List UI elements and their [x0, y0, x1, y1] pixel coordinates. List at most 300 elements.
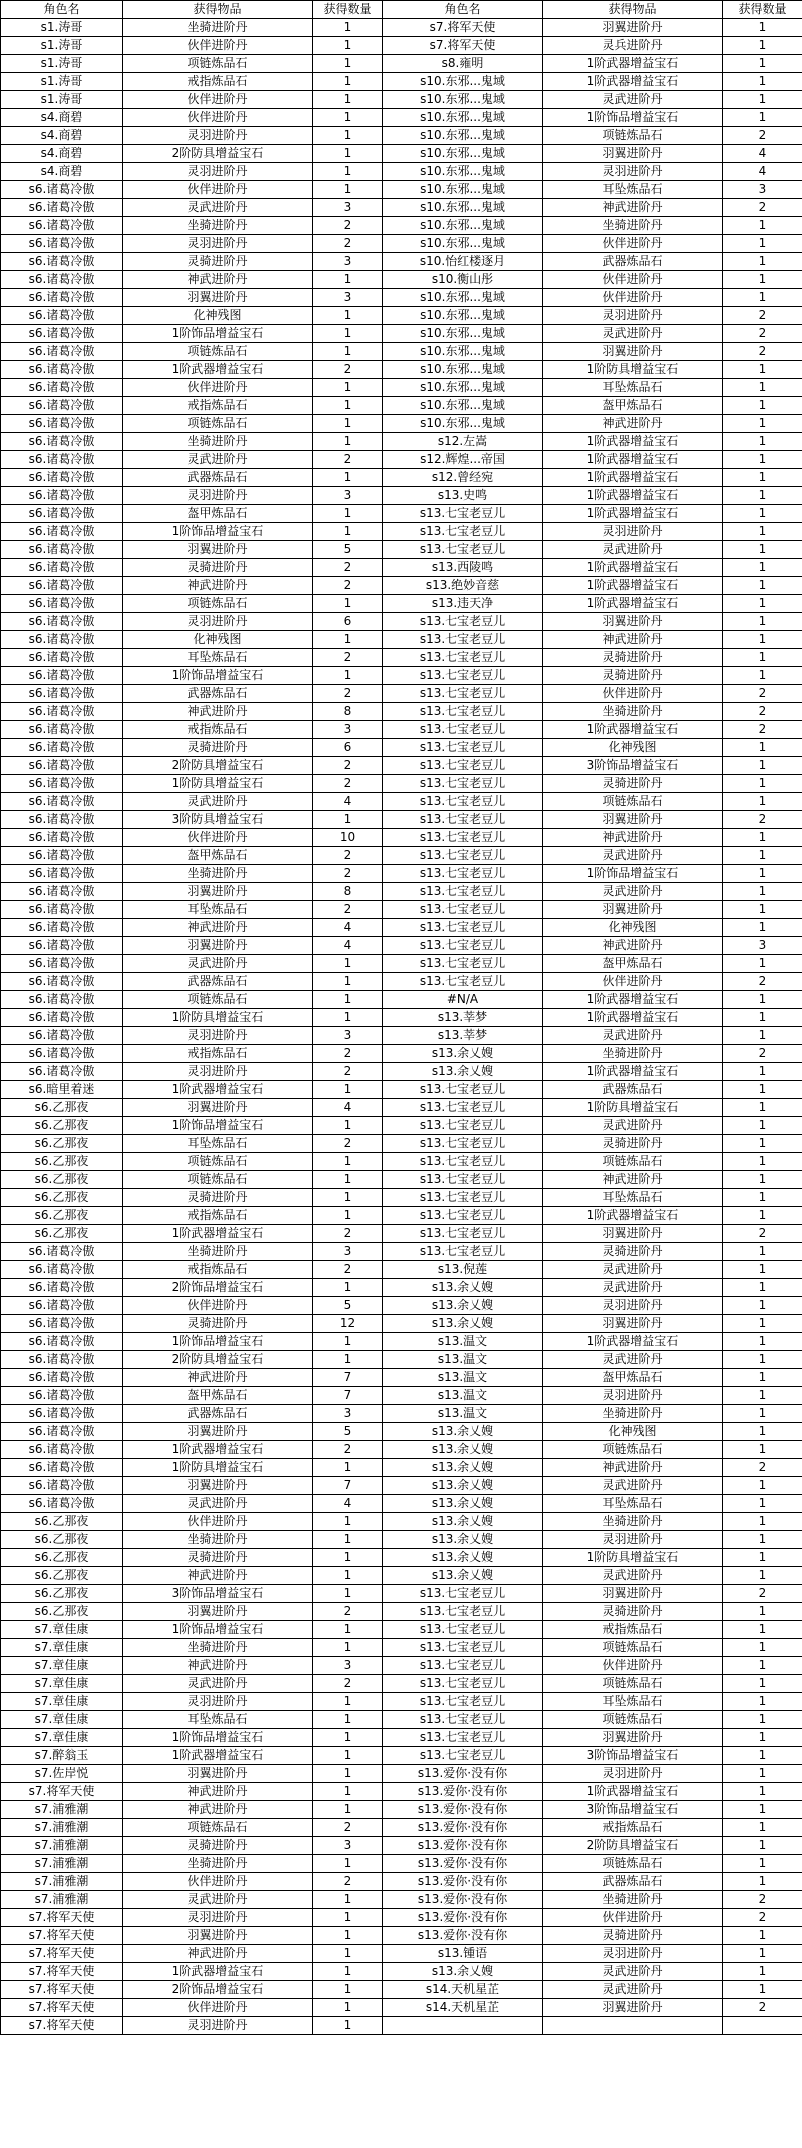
cell-quantity-left[interactable]: 1: [313, 433, 383, 451]
cell-item-left[interactable]: 神武进阶丹: [123, 271, 313, 289]
cell-item-left[interactable]: 灵羽进阶丹: [123, 1693, 313, 1711]
cell-item-left[interactable]: 神武进阶丹: [123, 577, 313, 595]
cell-item-left[interactable]: 羽翼进阶丹: [123, 1477, 313, 1495]
cell-role-name-right[interactable]: s13.七宝老豆儿: [383, 703, 543, 721]
cell-quantity-right[interactable]: 1: [723, 1333, 802, 1351]
cell-quantity-left[interactable]: 1: [313, 145, 383, 163]
cell-item-right[interactable]: 项链炼品石: [543, 1711, 723, 1729]
cell-role-name-left[interactable]: s6.诸葛冷傲: [1, 721, 123, 739]
cell-role-name-left[interactable]: s6.诸葛冷傲: [1, 685, 123, 703]
cell-role-name-right[interactable]: [383, 2017, 543, 2035]
cell-role-name-left[interactable]: s6.诸葛冷傲: [1, 631, 123, 649]
cell-item-left[interactable]: 化神残图: [123, 631, 313, 649]
cell-role-name-left[interactable]: s6.暗里着迷: [1, 1081, 123, 1099]
cell-item-right[interactable]: 羽翼进阶丹: [543, 1729, 723, 1747]
cell-item-right[interactable]: 项链炼品石: [543, 1441, 723, 1459]
cell-item-left[interactable]: 项链炼品石: [123, 1171, 313, 1189]
cell-item-right[interactable]: 神武进阶丹: [543, 415, 723, 433]
cell-item-right[interactable]: 盔甲炼品石: [543, 397, 723, 415]
cell-role-name-right[interactable]: s13.余乂嫂: [383, 1459, 543, 1477]
cell-item-right[interactable]: 2阶防具增益宝石: [543, 1837, 723, 1855]
cell-item-left[interactable]: 灵骑进阶丹: [123, 253, 313, 271]
cell-role-name-right[interactable]: s10.东邪...鬼域: [383, 109, 543, 127]
cell-quantity-right[interactable]: 1: [723, 289, 802, 307]
cell-quantity-left[interactable]: 2: [313, 559, 383, 577]
cell-role-name-right[interactable]: s13.七宝老豆儿: [383, 1693, 543, 1711]
cell-item-right[interactable]: 伙伴进阶丹: [543, 1657, 723, 1675]
cell-role-name-left[interactable]: s1.涛哥: [1, 73, 123, 91]
cell-item-right[interactable]: 灵骑进阶丹: [543, 667, 723, 685]
cell-role-name-left[interactable]: s6.诸葛冷傲: [1, 775, 123, 793]
cell-quantity-right[interactable]: 1: [723, 1207, 802, 1225]
cell-item-right[interactable]: 灵羽进阶丹: [543, 1531, 723, 1549]
cell-item-right[interactable]: 灵武进阶丹: [543, 91, 723, 109]
cell-quantity-right[interactable]: 2: [723, 199, 802, 217]
cell-item-right[interactable]: 1阶武器增益宝石: [543, 1333, 723, 1351]
cell-item-right[interactable]: 灵武进阶丹: [543, 1279, 723, 1297]
cell-role-name-left[interactable]: s7.浦雅潮: [1, 1891, 123, 1909]
cell-item-left[interactable]: 羽翼进阶丹: [123, 289, 313, 307]
cell-quantity-left[interactable]: 1: [313, 1927, 383, 1945]
cell-quantity-left[interactable]: 3: [313, 1027, 383, 1045]
cell-quantity-right[interactable]: 1: [723, 1981, 802, 1999]
header-cell-item-left[interactable]: 获得物品: [123, 1, 313, 19]
cell-quantity-left[interactable]: 1: [313, 397, 383, 415]
cell-item-right[interactable]: 耳坠炼品石: [543, 1189, 723, 1207]
cell-role-name-left[interactable]: s6.诸葛冷傲: [1, 289, 123, 307]
cell-role-name-right[interactable]: s12.左嵩: [383, 433, 543, 451]
cell-quantity-left[interactable]: 8: [313, 883, 383, 901]
cell-role-name-right[interactable]: s13.温文: [383, 1405, 543, 1423]
cell-quantity-right[interactable]: 1: [723, 1567, 802, 1585]
cell-item-right[interactable]: 灵骑进阶丹: [543, 1927, 723, 1945]
cell-item-right[interactable]: 神武进阶丹: [543, 631, 723, 649]
cell-role-name-right[interactable]: s13.莘梦: [383, 1027, 543, 1045]
cell-quantity-left[interactable]: 1: [313, 1351, 383, 1369]
cell-quantity-left[interactable]: 1: [313, 523, 383, 541]
cell-quantity-left[interactable]: 2: [313, 649, 383, 667]
cell-role-name-right[interactable]: s13.七宝老豆儿: [383, 739, 543, 757]
cell-item-right[interactable]: 灵武进阶丹: [543, 325, 723, 343]
cell-item-right[interactable]: 项链炼品石: [543, 1855, 723, 1873]
cell-quantity-right[interactable]: 1: [723, 1387, 802, 1405]
cell-quantity-right[interactable]: 1: [723, 559, 802, 577]
cell-quantity-right[interactable]: 1: [723, 1171, 802, 1189]
cell-item-left[interactable]: 神武进阶丹: [123, 919, 313, 937]
cell-quantity-left[interactable]: 2: [313, 1675, 383, 1693]
cell-item-right[interactable]: 灵羽进阶丹: [543, 1387, 723, 1405]
cell-quantity-left[interactable]: 1: [313, 127, 383, 145]
cell-quantity-left[interactable]: 1: [313, 667, 383, 685]
cell-role-name-left[interactable]: s6.乙那夜: [1, 1531, 123, 1549]
cell-quantity-left[interactable]: 2: [313, 235, 383, 253]
cell-quantity-left[interactable]: 1: [313, 73, 383, 91]
cell-item-right[interactable]: 灵武进阶丹: [543, 1981, 723, 1999]
cell-quantity-right[interactable]: 1: [723, 577, 802, 595]
cell-item-right[interactable]: 1阶饰品增益宝石: [543, 109, 723, 127]
cell-item-left[interactable]: 伙伴进阶丹: [123, 1297, 313, 1315]
cell-role-name-right[interactable]: s13.七宝老豆儿: [383, 1729, 543, 1747]
cell-quantity-left[interactable]: 1: [313, 415, 383, 433]
cell-role-name-right[interactable]: s8.雍明: [383, 55, 543, 73]
cell-quantity-left[interactable]: 1: [313, 1549, 383, 1567]
cell-item-right[interactable]: 伙伴进阶丹: [543, 289, 723, 307]
cell-item-left[interactable]: 1阶武器增益宝石: [123, 1441, 313, 1459]
cell-quantity-right[interactable]: 1: [723, 1135, 802, 1153]
cell-quantity-left[interactable]: 1: [313, 1117, 383, 1135]
cell-quantity-left[interactable]: 2: [313, 1063, 383, 1081]
cell-item-right[interactable]: 武器炼品石: [543, 1873, 723, 1891]
cell-role-name-left[interactable]: s6.诸葛冷傲: [1, 1333, 123, 1351]
cell-role-name-right[interactable]: s10.东邪...鬼域: [383, 199, 543, 217]
cell-role-name-left[interactable]: s1.涛哥: [1, 55, 123, 73]
cell-item-left[interactable]: 灵羽进阶丹: [123, 1063, 313, 1081]
cell-item-right[interactable]: [543, 2017, 723, 2035]
cell-item-right[interactable]: 3阶饰品增益宝石: [543, 1801, 723, 1819]
cell-role-name-right[interactable]: s13.余乂嫂: [383, 1963, 543, 1981]
cell-role-name-left[interactable]: s6.诸葛冷傲: [1, 217, 123, 235]
cell-item-left[interactable]: 坐骑进阶丹: [123, 19, 313, 37]
cell-quantity-left[interactable]: 6: [313, 613, 383, 631]
cell-item-right[interactable]: 羽翼进阶丹: [543, 613, 723, 631]
cell-role-name-right[interactable]: s13.七宝老豆儿: [383, 1675, 543, 1693]
cell-item-right[interactable]: 耳坠炼品石: [543, 1495, 723, 1513]
cell-quantity-left[interactable]: 1: [313, 1711, 383, 1729]
cell-role-name-left[interactable]: s6.诸葛冷傲: [1, 1459, 123, 1477]
cell-item-left[interactable]: 羽翼进阶丹: [123, 1099, 313, 1117]
cell-role-name-left[interactable]: s6.乙那夜: [1, 1189, 123, 1207]
cell-item-right[interactable]: 羽翼进阶丹: [543, 343, 723, 361]
cell-role-name-left[interactable]: s7.将军天使: [1, 1999, 123, 2017]
cell-item-left[interactable]: 武器炼品石: [123, 685, 313, 703]
cell-quantity-left[interactable]: 1: [313, 1207, 383, 1225]
cell-item-right[interactable]: 坐骑进阶丹: [543, 1045, 723, 1063]
cell-item-right[interactable]: 坐骑进阶丹: [543, 1891, 723, 1909]
cell-item-left[interactable]: 灵羽进阶丹: [123, 1027, 313, 1045]
cell-item-left[interactable]: 戒指炼品石: [123, 721, 313, 739]
cell-role-name-right[interactable]: s13.温文: [383, 1369, 543, 1387]
cell-quantity-right[interactable]: 1: [723, 1117, 802, 1135]
cell-role-name-right[interactable]: s13.七宝老豆儿: [383, 1585, 543, 1603]
cell-item-left[interactable]: 神武进阶丹: [123, 1567, 313, 1585]
cell-item-left[interactable]: 1阶饰品增益宝石: [123, 667, 313, 685]
cell-item-left[interactable]: 1阶武器增益宝石: [123, 1747, 313, 1765]
cell-role-name-right[interactable]: s13.七宝老豆儿: [383, 865, 543, 883]
cell-quantity-left[interactable]: 2: [313, 361, 383, 379]
cell-role-name-right[interactable]: s13.余乂嫂: [383, 1477, 543, 1495]
cell-quantity-right[interactable]: 2: [723, 343, 802, 361]
cell-role-name-left[interactable]: s6.诸葛冷傲: [1, 253, 123, 271]
cell-role-name-left[interactable]: s6.乙那夜: [1, 1513, 123, 1531]
cell-quantity-right[interactable]: 1: [723, 1477, 802, 1495]
cell-item-right[interactable]: 灵武进阶丹: [543, 541, 723, 559]
cell-role-name-right[interactable]: s10.东邪...鬼域: [383, 145, 543, 163]
cell-item-right[interactable]: 灵骑进阶丹: [543, 649, 723, 667]
cell-item-left[interactable]: 神武进阶丹: [123, 703, 313, 721]
cell-role-name-right[interactable]: s13.余乂嫂: [383, 1531, 543, 1549]
cell-role-name-left[interactable]: s6.诸葛冷傲: [1, 469, 123, 487]
cell-quantity-right[interactable]: 1: [723, 613, 802, 631]
header-cell-quantity-left[interactable]: 获得数量: [313, 1, 383, 19]
cell-quantity-left[interactable]: 3: [313, 721, 383, 739]
cell-item-left[interactable]: 武器炼品石: [123, 1405, 313, 1423]
cell-item-right[interactable]: 坐骑进阶丹: [543, 1513, 723, 1531]
cell-role-name-right[interactable]: s13.温文: [383, 1333, 543, 1351]
cell-item-left[interactable]: 羽翼进阶丹: [123, 541, 313, 559]
cell-quantity-left[interactable]: 2: [313, 1441, 383, 1459]
cell-quantity-right[interactable]: 4: [723, 145, 802, 163]
cell-item-right[interactable]: 神武进阶丹: [543, 199, 723, 217]
cell-quantity-left[interactable]: 2: [313, 1045, 383, 1063]
cell-role-name-right[interactable]: s13.七宝老豆儿: [383, 1711, 543, 1729]
cell-item-right[interactable]: 化神残图: [543, 739, 723, 757]
cell-item-left[interactable]: 1阶武器增益宝石: [123, 1963, 313, 1981]
cell-quantity-left[interactable]: 3: [313, 1837, 383, 1855]
cell-item-right[interactable]: 1阶武器增益宝石: [543, 433, 723, 451]
cell-item-left[interactable]: 1阶武器增益宝石: [123, 1225, 313, 1243]
cell-role-name-right[interactable]: s13.七宝老豆儿: [383, 793, 543, 811]
cell-quantity-right[interactable]: 1: [723, 1747, 802, 1765]
cell-role-name-left[interactable]: s6.诸葛冷傲: [1, 1477, 123, 1495]
cell-role-name-left[interactable]: s6.诸葛冷傲: [1, 541, 123, 559]
cell-quantity-right[interactable]: 1: [723, 1783, 802, 1801]
cell-role-name-right[interactable]: s13.七宝老豆儿: [383, 1225, 543, 1243]
cell-quantity-left[interactable]: 4: [313, 937, 383, 955]
cell-item-right[interactable]: 灵武进阶丹: [543, 883, 723, 901]
cell-role-name-right[interactable]: s13.七宝老豆儿: [383, 721, 543, 739]
cell-item-left[interactable]: 神武进阶丹: [123, 1801, 313, 1819]
cell-quantity-left[interactable]: 1: [313, 1963, 383, 1981]
cell-item-left[interactable]: 灵羽进阶丹: [123, 163, 313, 181]
cell-role-name-right[interactable]: s13.史鸣: [383, 487, 543, 505]
cell-role-name-left[interactable]: s6.诸葛冷傲: [1, 1369, 123, 1387]
cell-item-right[interactable]: 盔甲炼品石: [543, 1369, 723, 1387]
cell-item-left[interactable]: 羽翼进阶丹: [123, 1765, 313, 1783]
cell-item-left[interactable]: 灵武进阶丹: [123, 793, 313, 811]
cell-item-left[interactable]: 坐骑进阶丹: [123, 433, 313, 451]
cell-item-right[interactable]: 1阶防具增益宝石: [543, 1549, 723, 1567]
cell-role-name-left[interactable]: s7.章佳康: [1, 1711, 123, 1729]
cell-quantity-left[interactable]: 1: [313, 2017, 383, 2035]
cell-quantity-left[interactable]: 1: [313, 505, 383, 523]
cell-item-right[interactable]: 武器炼品石: [543, 253, 723, 271]
cell-role-name-left[interactable]: s7.章佳康: [1, 1675, 123, 1693]
cell-item-right[interactable]: 羽翼进阶丹: [543, 1585, 723, 1603]
cell-quantity-left[interactable]: 1: [313, 1981, 383, 1999]
cell-role-name-right[interactable]: s7.将军天使: [383, 19, 543, 37]
cell-item-left[interactable]: 1阶防具增益宝石: [123, 1009, 313, 1027]
cell-item-left[interactable]: 坐骑进阶丹: [123, 1531, 313, 1549]
cell-item-right[interactable]: 1阶武器增益宝石: [543, 721, 723, 739]
cell-item-left[interactable]: 灵武进阶丹: [123, 451, 313, 469]
cell-quantity-right[interactable]: 1: [723, 1621, 802, 1639]
cell-role-name-right[interactable]: s13.余乂嫂: [383, 1495, 543, 1513]
cell-role-name-right[interactable]: s13.爱你·没有你: [383, 1927, 543, 1945]
cell-quantity-right[interactable]: 1: [723, 73, 802, 91]
cell-quantity-right[interactable]: 2: [723, 1585, 802, 1603]
cell-quantity-left[interactable]: 1: [313, 595, 383, 613]
cell-quantity-left[interactable]: 1: [313, 325, 383, 343]
cell-quantity-left[interactable]: 1: [313, 973, 383, 991]
cell-item-left[interactable]: 伙伴进阶丹: [123, 91, 313, 109]
cell-role-name-right[interactable]: s13.七宝老豆儿: [383, 1603, 543, 1621]
cell-item-left[interactable]: 1阶防具增益宝石: [123, 1459, 313, 1477]
cell-quantity-right[interactable]: 1: [723, 1945, 802, 1963]
cell-role-name-left[interactable]: s6.诸葛冷傲: [1, 1027, 123, 1045]
cell-item-right[interactable]: 1阶武器增益宝石: [543, 55, 723, 73]
cell-role-name-right[interactable]: s13.七宝老豆儿: [383, 1153, 543, 1171]
cell-item-right[interactable]: 1阶武器增益宝石: [543, 577, 723, 595]
cell-quantity-left[interactable]: 2: [313, 1225, 383, 1243]
cell-role-name-left[interactable]: s7.将军天使: [1, 1927, 123, 1945]
cell-item-right[interactable]: 项链炼品石: [543, 1153, 723, 1171]
cell-role-name-right[interactable]: s13.七宝老豆儿: [383, 847, 543, 865]
cell-role-name-right[interactable]: s13.余乂嫂: [383, 1315, 543, 1333]
cell-quantity-right[interactable]: 1: [723, 1837, 802, 1855]
cell-item-right[interactable]: 灵羽进阶丹: [543, 307, 723, 325]
cell-role-name-left[interactable]: s6.诸葛冷傲: [1, 613, 123, 631]
cell-role-name-right[interactable]: s13.七宝老豆儿: [383, 1747, 543, 1765]
cell-quantity-right[interactable]: 1: [723, 1351, 802, 1369]
cell-role-name-right[interactable]: s13.爱你·没有你: [383, 1855, 543, 1873]
cell-item-left[interactable]: 羽翼进阶丹: [123, 937, 313, 955]
cell-role-name-left[interactable]: s6.诸葛冷傲: [1, 361, 123, 379]
cell-quantity-right[interactable]: 1: [723, 451, 802, 469]
cell-item-left[interactable]: 化神残图: [123, 307, 313, 325]
cell-item-left[interactable]: 盔甲炼品石: [123, 847, 313, 865]
cell-role-name-left[interactable]: s6.乙那夜: [1, 1117, 123, 1135]
cell-item-left[interactable]: 1阶饰品增益宝石: [123, 325, 313, 343]
cell-quantity-right[interactable]: 1: [723, 1405, 802, 1423]
cell-item-left[interactable]: 2阶防具增益宝石: [123, 757, 313, 775]
cell-quantity-right[interactable]: 1: [723, 1009, 802, 1027]
cell-quantity-left[interactable]: 1: [313, 1783, 383, 1801]
cell-item-left[interactable]: 灵武进阶丹: [123, 1891, 313, 1909]
cell-item-right[interactable]: 羽翼进阶丹: [543, 1999, 723, 2017]
cell-role-name-left[interactable]: s6.诸葛冷傲: [1, 433, 123, 451]
cell-item-left[interactable]: 1阶饰品增益宝石: [123, 1621, 313, 1639]
cell-item-left[interactable]: 项链炼品石: [123, 595, 313, 613]
cell-quantity-right[interactable]: 1: [723, 1081, 802, 1099]
cell-role-name-right[interactable]: s13.七宝老豆儿: [383, 1657, 543, 1675]
cell-role-name-left[interactable]: s4.商碧: [1, 109, 123, 127]
cell-role-name-left[interactable]: s6.诸葛冷傲: [1, 199, 123, 217]
cell-item-left[interactable]: 1阶饰品增益宝石: [123, 1729, 313, 1747]
cell-item-right[interactable]: 伙伴进阶丹: [543, 973, 723, 991]
cell-quantity-right[interactable]: 1: [723, 1801, 802, 1819]
cell-item-right[interactable]: 灵骑进阶丹: [543, 775, 723, 793]
cell-item-left[interactable]: 武器炼品石: [123, 469, 313, 487]
cell-item-left[interactable]: 灵武进阶丹: [123, 955, 313, 973]
cell-quantity-left[interactable]: 1: [313, 1009, 383, 1027]
cell-quantity-left[interactable]: 2: [313, 1819, 383, 1837]
cell-item-right[interactable]: 灵武进阶丹: [543, 1261, 723, 1279]
cell-quantity-right[interactable]: 1: [723, 1963, 802, 1981]
cell-quantity-right[interactable]: 1: [723, 109, 802, 127]
cell-quantity-left[interactable]: 2: [313, 757, 383, 775]
cell-role-name-right[interactable]: s10.东邪...鬼域: [383, 163, 543, 181]
cell-role-name-left[interactable]: s6.诸葛冷傲: [1, 577, 123, 595]
cell-role-name-left[interactable]: s6.诸葛冷傲: [1, 181, 123, 199]
cell-item-left[interactable]: 戒指炼品石: [123, 73, 313, 91]
cell-quantity-right[interactable]: 2: [723, 325, 802, 343]
cell-quantity-left[interactable]: 2: [313, 685, 383, 703]
cell-quantity-left[interactable]: 1: [313, 955, 383, 973]
cell-item-right[interactable]: 神武进阶丹: [543, 1459, 723, 1477]
cell-role-name-left[interactable]: s7.将军天使: [1, 1945, 123, 1963]
cell-item-right[interactable]: 羽翼进阶丹: [543, 1315, 723, 1333]
cell-quantity-right[interactable]: 1: [723, 1657, 802, 1675]
cell-role-name-left[interactable]: s7.浦雅潮: [1, 1801, 123, 1819]
cell-role-name-right[interactable]: s13.七宝老豆儿: [383, 1171, 543, 1189]
cell-role-name-left[interactable]: s7.将军天使: [1, 1909, 123, 1927]
cell-role-name-left[interactable]: s6.诸葛冷傲: [1, 667, 123, 685]
cell-role-name-left[interactable]: s6.乙那夜: [1, 1135, 123, 1153]
cell-quantity-right[interactable]: 1: [723, 1639, 802, 1657]
cell-role-name-right[interactable]: s13.七宝老豆儿: [383, 901, 543, 919]
cell-item-left[interactable]: 灵武进阶丹: [123, 1495, 313, 1513]
cell-item-right[interactable]: 戒指炼品石: [543, 1819, 723, 1837]
cell-quantity-right[interactable]: 1: [723, 1153, 802, 1171]
cell-role-name-left[interactable]: s7.浦雅潮: [1, 1855, 123, 1873]
cell-item-left[interactable]: 灵羽进阶丹: [123, 235, 313, 253]
cell-role-name-right[interactable]: s13.温文: [383, 1351, 543, 1369]
cell-item-right[interactable]: 耳坠炼品石: [543, 181, 723, 199]
cell-role-name-right[interactable]: s13.七宝老豆儿: [383, 1081, 543, 1099]
cell-quantity-right[interactable]: 1: [723, 505, 802, 523]
cell-quantity-right[interactable]: 1: [723, 1927, 802, 1945]
cell-item-left[interactable]: 耳坠炼品石: [123, 1135, 313, 1153]
cell-item-left[interactable]: 伙伴进阶丹: [123, 1999, 313, 2017]
cell-role-name-right[interactable]: s10.衡山彤: [383, 271, 543, 289]
cell-role-name-left[interactable]: s6.诸葛冷傲: [1, 1495, 123, 1513]
cell-role-name-left[interactable]: s6.乙那夜: [1, 1225, 123, 1243]
cell-quantity-left[interactable]: 1: [313, 1747, 383, 1765]
cell-role-name-left[interactable]: s7.将军天使: [1, 1783, 123, 1801]
cell-item-right[interactable]: 1阶防具增益宝石: [543, 1099, 723, 1117]
cell-quantity-left[interactable]: 1: [313, 1513, 383, 1531]
cell-item-right[interactable]: 灵羽进阶丹: [543, 1297, 723, 1315]
cell-quantity-left[interactable]: 1: [313, 1567, 383, 1585]
cell-role-name-left[interactable]: s7.章佳康: [1, 1639, 123, 1657]
cell-quantity-left[interactable]: 3: [313, 199, 383, 217]
cell-quantity-left[interactable]: 5: [313, 1297, 383, 1315]
cell-quantity-left[interactable]: 1: [313, 343, 383, 361]
cell-role-name-right[interactable]: s13.七宝老豆儿: [383, 955, 543, 973]
cell-item-left[interactable]: 神武进阶丹: [123, 1369, 313, 1387]
cell-item-left[interactable]: 伙伴进阶丹: [123, 1513, 313, 1531]
cell-role-name-right[interactable]: s10.东邪...鬼域: [383, 361, 543, 379]
cell-role-name-right[interactable]: s13.七宝老豆儿: [383, 1621, 543, 1639]
cell-item-left[interactable]: 坐骑进阶丹: [123, 1243, 313, 1261]
cell-item-left[interactable]: 武器炼品石: [123, 973, 313, 991]
cell-role-name-right[interactable]: s13.爱你·没有你: [383, 1801, 543, 1819]
cell-role-name-left[interactable]: s4.商碧: [1, 145, 123, 163]
cell-quantity-left[interactable]: 1: [313, 1279, 383, 1297]
cell-quantity-left[interactable]: 1: [313, 1171, 383, 1189]
cell-quantity-right[interactable]: 1: [723, 595, 802, 613]
cell-quantity-right[interactable]: 2: [723, 811, 802, 829]
cell-item-right[interactable]: 1阶饰品增益宝石: [543, 865, 723, 883]
cell-item-right[interactable]: 灵武进阶丹: [543, 1477, 723, 1495]
cell-role-name-left[interactable]: s6.诸葛冷傲: [1, 1279, 123, 1297]
cell-quantity-right[interactable]: 1: [723, 1495, 802, 1513]
cell-role-name-left[interactable]: s7.佐岸悦: [1, 1765, 123, 1783]
cell-role-name-right[interactable]: s13.余乂嫂: [383, 1513, 543, 1531]
cell-role-name-left[interactable]: s6.诸葛冷傲: [1, 811, 123, 829]
cell-role-name-left[interactable]: s6.诸葛冷傲: [1, 739, 123, 757]
cell-role-name-left[interactable]: s6.乙那夜: [1, 1549, 123, 1567]
